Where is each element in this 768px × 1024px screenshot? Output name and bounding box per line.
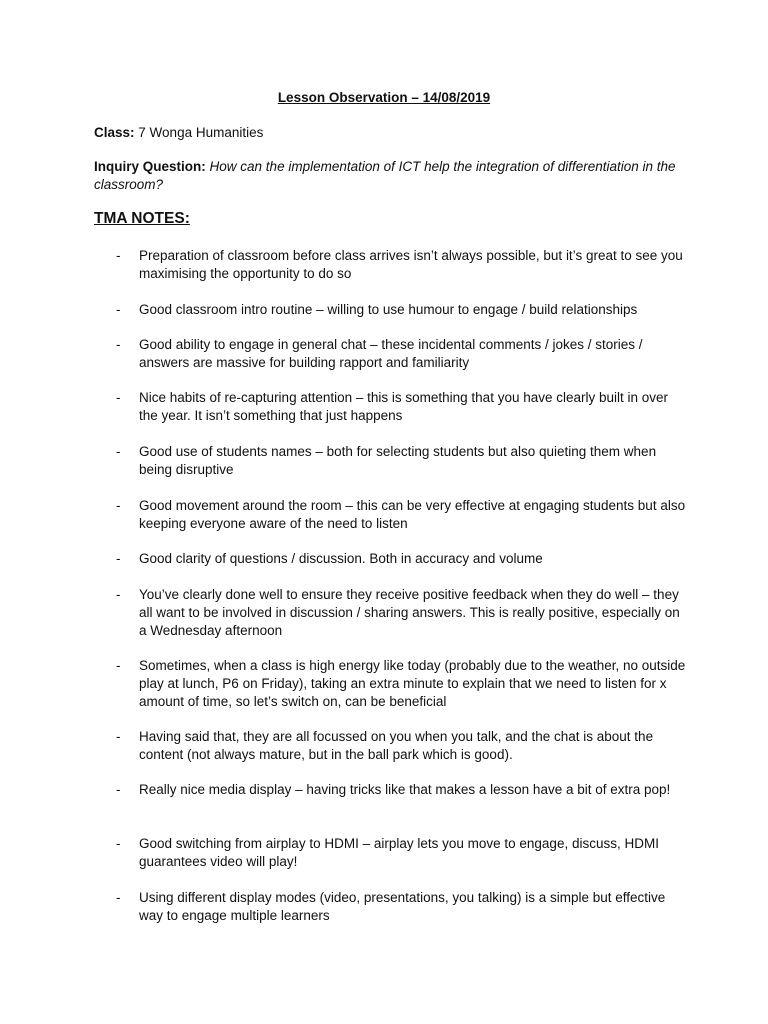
document-title: Lesson Observation – 14/08/2019 <box>277 90 491 105</box>
class-line <box>94 124 263 142</box>
bullet-dash: - <box>116 444 121 459</box>
note-text: Using different display modes (video, presentations, you talking) is a simple but effective way to engage multiple learners <box>139 890 666 923</box>
bullet-dash: - <box>116 587 121 602</box>
bullet-dash: - <box>116 658 121 673</box>
note-item <box>116 889 686 925</box>
bullet-dash: - <box>116 337 121 352</box>
inquiry-text: How can the implementation of ICT help the integration of differentiation in the classroom? <box>94 159 676 192</box>
bullet-dash: - <box>116 498 121 513</box>
note-text: Nice habits of re-capturing attention – this is something that you have clearly built in over the year. It isn’t something that just happens <box>139 390 669 423</box>
note-text: Having said that, they are all focussed on you when you talk, and the chat is about the content (not always mature, but in the ball park which is good). <box>139 729 654 762</box>
note-text: Sometimes, when a class is high energy like today (probably due to the weather, no outside play at lunch, P6 on Friday), taking an extra minute to explain that we need to listen for x amount of time, so let’s switch on, can be beneficial <box>139 658 686 709</box>
note-text: Good use of students names – both for selecting students but also quieting them when being disruptive <box>139 444 657 477</box>
bullet-dash: - <box>116 248 121 263</box>
note-item <box>116 336 686 372</box>
note-text: Preparation of classroom before class arrives isn’t always possible, but it’s great to see you maximising the opportunity to do so <box>139 248 683 281</box>
note-item <box>116 728 686 764</box>
bullet-dash: - <box>116 302 121 317</box>
note-item <box>116 301 686 319</box>
note-text: Good switching from airplay to HDMI – airplay lets you move to engage, discuss, HDMI guarantees video will play! <box>139 836 659 869</box>
note-text: Good movement around the room – this can be very effective at engaging students but also keeping everyone aware of the need to listen <box>139 498 686 531</box>
bullet-dash: - <box>116 390 121 405</box>
bullet-dash: - <box>116 551 121 566</box>
note-text: Really nice media display – having tricks like that makes a lesson have a bit of extra pop! <box>139 782 671 797</box>
note-item <box>116 389 686 425</box>
note-item <box>116 443 686 479</box>
note-text: Good ability to engage in general chat – these incidental comments / jokes / stories / answers are massive for building rapport and familiarity <box>139 337 643 370</box>
note-item <box>116 657 686 711</box>
note-item <box>116 497 686 533</box>
note-item <box>116 550 686 568</box>
note-item <box>116 586 686 640</box>
note-item <box>116 781 686 799</box>
bullet-dash: - <box>116 729 121 744</box>
inquiry-label: Inquiry Question: <box>94 159 206 174</box>
inquiry-question <box>94 158 684 194</box>
bullet-dash: - <box>116 836 121 851</box>
class-label: Class: <box>94 125 135 140</box>
notes-heading: TMA NOTES: <box>94 210 190 227</box>
note-item <box>116 835 686 871</box>
note-item <box>116 247 686 283</box>
bullet-dash: - <box>116 782 121 797</box>
bullet-dash: - <box>116 890 121 905</box>
class-value: 7 Wonga Humanities <box>138 125 264 140</box>
note-text: Good classroom intro routine – willing to use humour to engage / build relationships <box>139 302 638 317</box>
note-text: You’ve clearly done well to ensure they receive positive feedback when they do well – they all want to be involved in discussion / sharing answers. This is really positive, especially on a Wednesday afternoon <box>139 587 680 638</box>
note-text: Good clarity of questions / discussion. Both in accuracy and volume <box>139 551 543 566</box>
